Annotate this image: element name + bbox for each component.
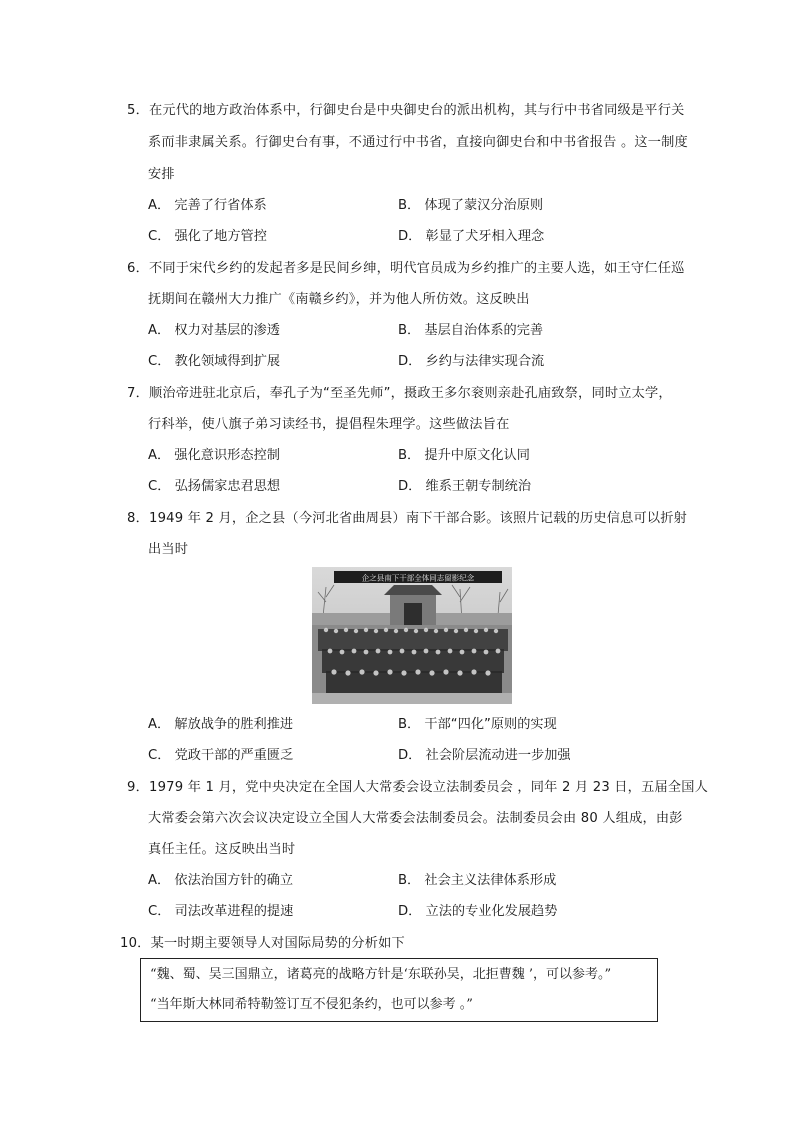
q9-option-b: B． 社会主义法律体系形成 [398, 873, 557, 888]
q5-option-d: D． 彰显了犬牙相入理念 [398, 229, 545, 244]
q5-option-a: A． 完善了行省体系 [148, 198, 267, 213]
q5-stem-line1: 5．在元代的地方政治体系中，行御史台是中央御史台的派出机构，其与行中书省同级是平行关 [127, 103, 685, 118]
q7-stem-line1: 7．顺治帝进驻北京后，奉孔子为“至圣先师”，摄政王多尔衮则亲赴孔庙致祭，同时立太学， [127, 386, 672, 401]
q8-stem-line1: 8．1949 年 2 月，企之县（今河北省曲周县）南下干部合影。该照片记载的历史信息可以折射 [127, 511, 688, 526]
q9-option-a: A． 依法治国方针的确立 [148, 873, 294, 888]
q6-stem-line2: 抚期间在赣州大力推广《南赣乡约》，并为他人所仿效。这反映出 [148, 292, 530, 307]
q6-option-d: D． 乡约与法律实现合流 [398, 354, 545, 369]
photo-caption: 企之县南下干部全体同志留影纪念 [361, 573, 475, 583]
q9-option-d: D． 立法的专业化发展趋势 [398, 904, 558, 919]
q9-stem-line1: 9．1979 年 1 月，党中央决定在全国人大常委会设立法制委员会 ，同年 2 月 23 日，五届全国人 [127, 780, 709, 795]
q7-stem-line2: 行科举，使八旗子弟习读经书，提倡程朱理学。这些做法旨在 [148, 417, 510, 432]
q8-option-c: C． 党政干部的严重匮乏 [148, 748, 294, 763]
q8-option-b: B． 干部“四化”原则的实现 [398, 717, 557, 732]
q5-stem-line2: 系而非隶属关系。行御史台有事，不通过行中书省，直接向御史台和中书省报告 。这一制度 [148, 135, 688, 150]
q6-option-a: A． 权力对基层的渗透 [148, 323, 280, 338]
q5-stem-line3: 安排 [148, 167, 175, 182]
q8-option-d: D． 社会阶层流动进一步加强 [398, 748, 571, 763]
photo-crowd [318, 629, 508, 693]
q10-quote-1: “魏、蜀、吴三国鼎立，诸葛亮的战略方针是‘东联孙吴，北拒曹魏 ’，可以参考。” [150, 967, 612, 982]
q9-option-c: C． 司法改革进程的提速 [148, 904, 294, 919]
q8-option-a: A． 解放战争的胜利推进 [148, 717, 294, 732]
group-photo-image [312, 567, 512, 704]
q10-quote-2: “当年斯大林同希特勒签订互不侵犯条约，也可以参考 。” [150, 997, 473, 1012]
q7-option-b: B． 提升中原文化认同 [398, 448, 530, 463]
q8-stem-line2: 出当时 [148, 542, 189, 557]
q6-option-b: B． 基层自治体系的完善 [398, 323, 544, 338]
q5-option-c: C． 强化了地方管控 [148, 229, 267, 244]
q10-stem-line1: 10．某一时期主要领导人对国际局势的分析如下 [120, 936, 405, 951]
q6-stem-line1: 6．不同于宋代乡约的发起者多是民间乡绅，明代官员成为乡约推广的主要人选，如王守仁任巡 [127, 261, 685, 276]
q5-option-b: B． 体现了蒙汉分治原则 [398, 198, 544, 213]
q9-stem-line2: 大常委会第六次会议决定设立全国人大常委会法制委员会。法制委员会由 80 人组成，由彭 [148, 811, 683, 826]
q7-option-a: A． 强化意识形态控制 [148, 448, 280, 463]
q7-option-c: C． 弘扬儒家忠君思想 [148, 479, 281, 494]
q7-option-d: D． 维系王朝专制统治 [398, 479, 532, 494]
q9-stem-line3: 真任主任。这反映出当时 [148, 842, 296, 857]
q6-option-c: C． 教化领域得到扩展 [148, 354, 281, 369]
